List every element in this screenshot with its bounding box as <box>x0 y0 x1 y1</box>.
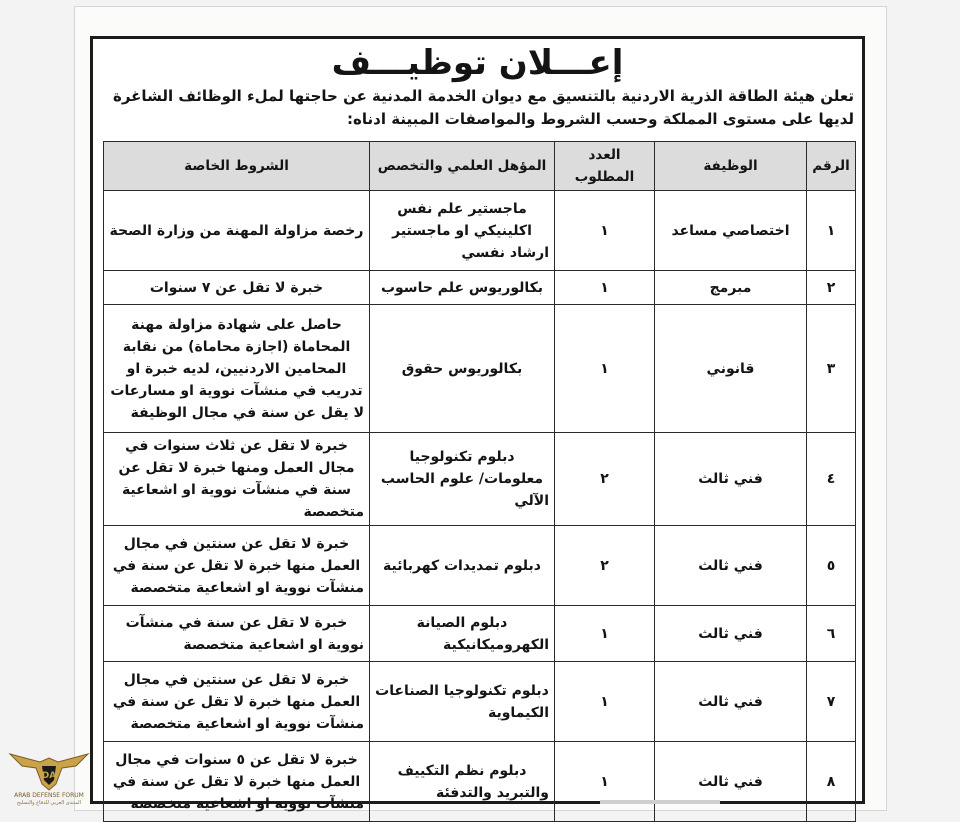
table-row <box>104 433 856 526</box>
header-count: العدد المطلوب <box>555 142 655 191</box>
header-qualification: المؤهل العلمي والتخصص <box>370 142 555 191</box>
row-count: ١ <box>555 305 655 433</box>
announcement-title: إعـــلان توظيـــف <box>331 43 624 83</box>
row-job: فني ثالث <box>655 526 807 606</box>
row-conditions: خبرة لا تقل عن سنتين في مجال العمل منها خبرة لا تقل عن سنة في منشآت نووية او اشعاعية متخصصة <box>104 526 370 606</box>
row-job: فني ثالث <box>655 433 807 526</box>
row-conditions: حاصل على شهادة مزاولة مهنة المحاماة (اجازة محاماة) من نقابة المحامين الاردنيين، لديه خبرة او تدريب في منشآت نووية او مسارعات لا يقل عن سنة في مجال الوظيفة <box>104 305 370 433</box>
table-row <box>104 305 856 433</box>
row-number: ١ <box>807 191 856 271</box>
table-row <box>104 191 856 271</box>
forum-watermark-logo <box>6 740 92 809</box>
row-count: ١ <box>555 662 655 742</box>
row-job: فني ثالث <box>655 742 807 822</box>
header-number: الرقم <box>807 142 856 191</box>
row-job: مبرمج <box>655 271 807 305</box>
row-number: ٣ <box>807 305 856 433</box>
forum-subname: المنتدى العربي للدفاع والتسليح <box>16 800 82 806</box>
row-qualification: دبلوم تكنولوجيا الصناعات الكيماوية <box>370 662 555 742</box>
row-qualification: دبلوم الصيانة الكهروميكانيكية <box>370 606 555 662</box>
row-count: ٢ <box>555 526 655 606</box>
row-count: ١ <box>555 191 655 271</box>
row-conditions: خبرة لا تقل عن ٧ سنوات <box>104 271 370 305</box>
table-row <box>104 526 856 606</box>
row-number: ٢ <box>807 271 856 305</box>
jobs-table <box>103 141 856 822</box>
logo-letters: DA <box>41 771 57 781</box>
row-job: فني ثالث <box>655 662 807 742</box>
table-row <box>104 606 856 662</box>
row-conditions: خبرة لا تقل عن ٥ سنوات في مجال العمل منها خبرة لا تقل عن سنة في منشآت نووية او اشعاعية متخصصة <box>104 742 370 822</box>
row-qualification: دبلوم تمديدات كهربائية <box>370 526 555 606</box>
table-row <box>104 662 856 742</box>
row-conditions: خبرة لا تقل عن سنة في منشآت نووية او اشعاعية متخصصة <box>104 606 370 662</box>
row-qualification: دبلوم نظم التكييف والتبريد والتدفئة <box>370 742 555 822</box>
forum-name: ARAB DEFENSE FORUM <box>14 792 84 799</box>
footer-strip <box>600 800 720 804</box>
row-count: ٢ <box>555 433 655 526</box>
row-job: اختصاصي مساعد <box>655 191 807 271</box>
row-conditions: رخصة مزاولة المهنة من وزارة الصحة <box>104 191 370 271</box>
row-qualification: بكالوريوس علم حاسوب <box>370 271 555 305</box>
row-number: ٤ <box>807 433 856 526</box>
row-count: ١ <box>555 271 655 305</box>
table-header-row <box>104 142 856 191</box>
row-job: فني ثالث <box>655 606 807 662</box>
row-qualification: ماجستير علم نفس اكلينيكي او ماجستير ارشاد نفسي <box>370 191 555 271</box>
row-count: ١ <box>555 742 655 822</box>
row-number: ٧ <box>807 662 856 742</box>
row-count: ١ <box>555 606 655 662</box>
row-conditions: خبرة لا تقل عن ثلاث سنوات في مجال العمل ومنها خبرة لا تقل عن سنة في منشآت نووية او اشعاعية متخصصة <box>104 433 370 526</box>
header-conditions: الشروط الخاصة <box>104 142 370 191</box>
table-row <box>104 742 856 822</box>
header-job: الوظيفة <box>655 142 807 191</box>
row-conditions: خبرة لا تقل عن سنتين في مجال العمل منها خبرة لا تقل عن سنة في منشآت نووية او اشعاعية متخصصة <box>104 662 370 742</box>
row-number: ٦ <box>807 606 856 662</box>
row-qualification: بكالوريوس حقوق <box>370 305 555 433</box>
announcement-frame <box>90 36 865 812</box>
row-job: قانوني <box>655 305 807 433</box>
announcement-intro: تعلن هيئة الطاقة الذرية الاردنية بالتنسيق مع ديوان الخدمة المدنية عن حاجتها لملء الوظائف الشاغرة لديها على مستوى المملكة وحسب الشروط والمواصفات المبينة ادناه: <box>113 87 854 128</box>
table-row <box>104 271 856 305</box>
eagle-shield-icon <box>6 740 92 792</box>
row-number: ٨ <box>807 742 856 822</box>
row-qualification: دبلوم تكنولوجيا معلومات/ علوم الحاسب الآلي <box>370 433 555 526</box>
row-number: ٥ <box>807 526 856 606</box>
